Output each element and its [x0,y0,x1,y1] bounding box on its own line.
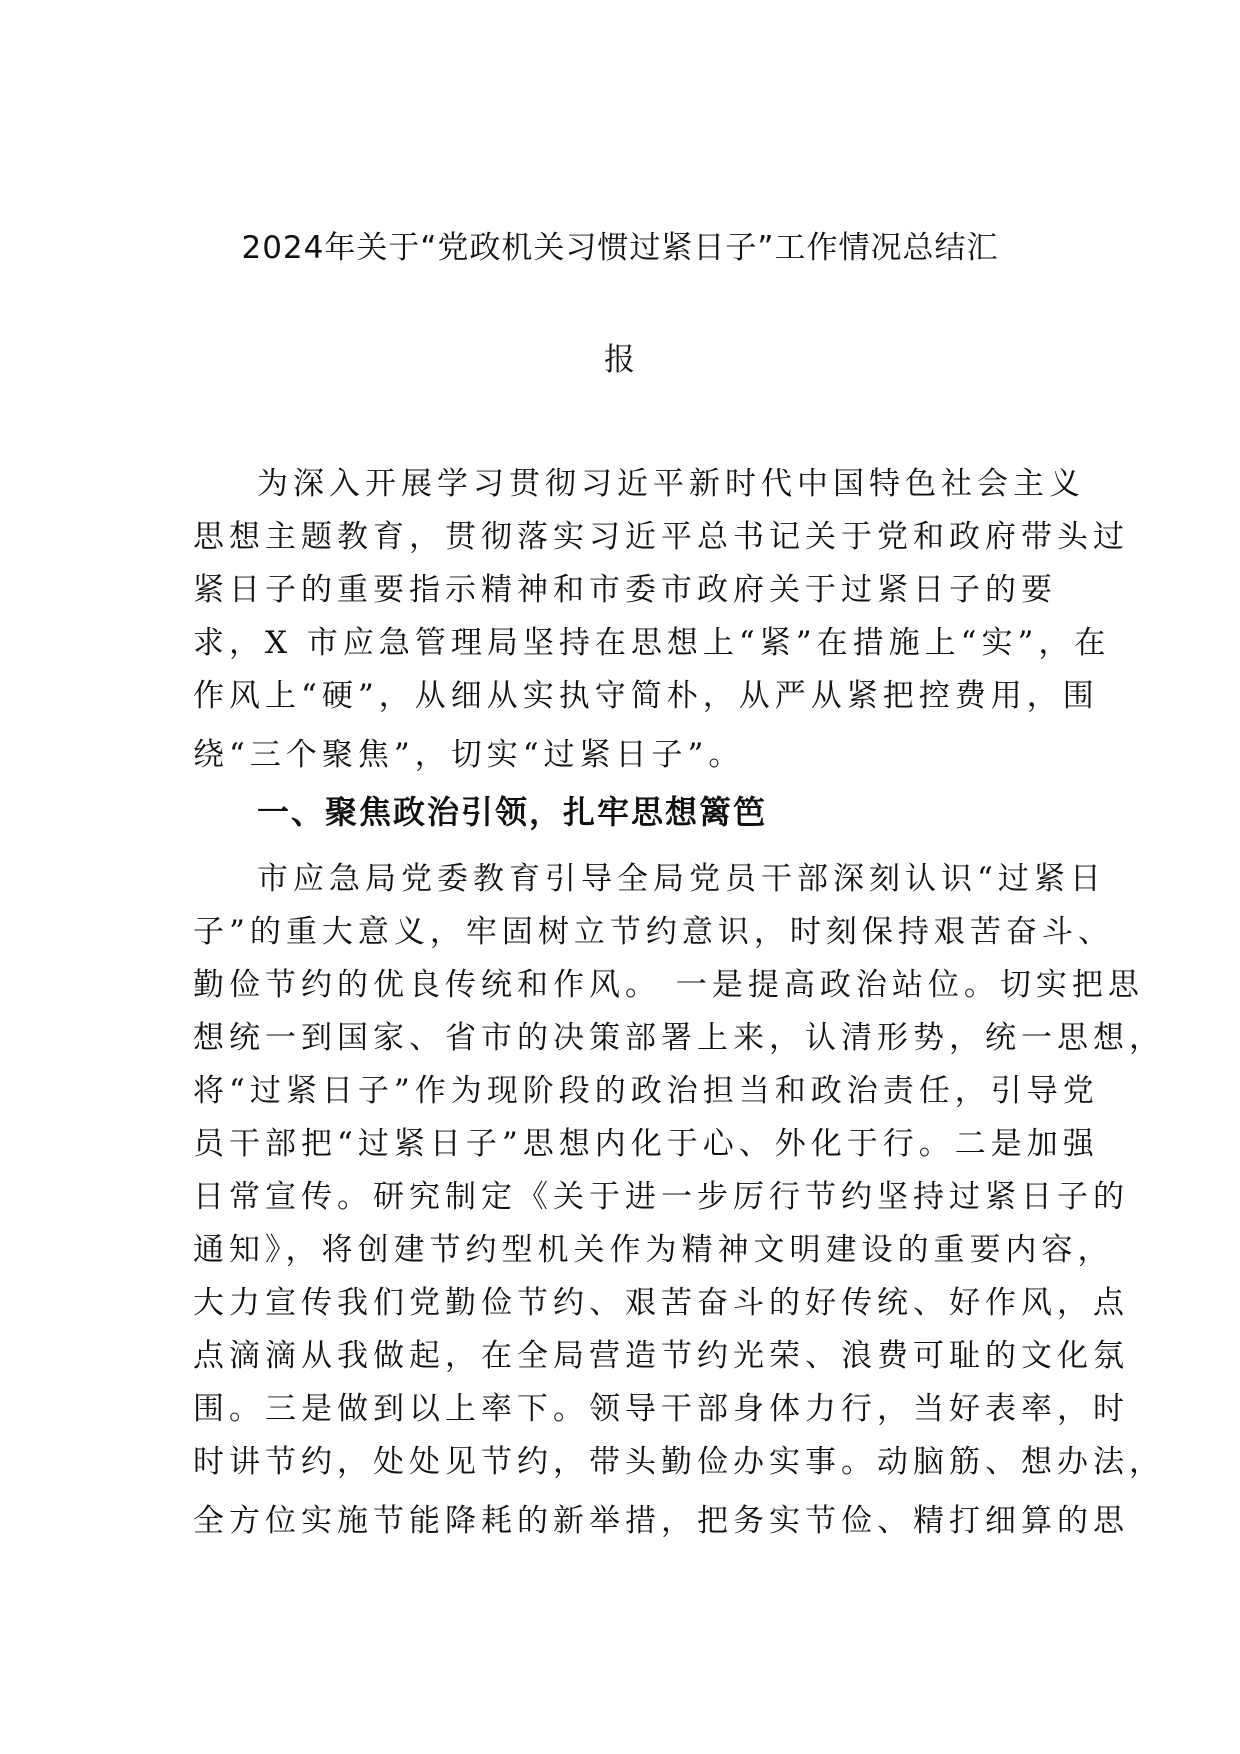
paragraph-line: 勤俭节约的优良传统和作风。 一是提高政治站位。切实把思 [193,967,1144,1003]
paragraph-line: 作风上“硬”，从细从实执守简朴，从严从紧把控费用，围 [193,678,1099,714]
paragraph-line: 日常宣传。研究制定《关于进一步厉行节约坚持过紧日子的 [193,1179,1129,1215]
paragraph-line: 子”的重大意义，牢固树立节约意识，时刻保持艰苦奋斗、 [193,914,1114,950]
paragraph-line: 想统一到国家、省市的决策部署上来，认清形势，统一思想， [193,1020,1165,1056]
paragraph-line: 员干部把“过紧日子”思想内化于心、外化于行。二是加强 [193,1126,1099,1162]
section-heading-1: 一、聚焦政治引领，扎牢思想篱笆 [257,793,768,831]
paragraph-line: 通知》，将创建节约型机关作为精神文明建设的重要内容， [193,1232,1114,1268]
paragraph-line: 将“过紧日子”作为现阶段的政治担当和政治责任，引导党 [193,1073,1099,1109]
document-title-line-1: 2024年关于“党政机关习惯过紧日子”工作情况总结汇 [241,230,999,266]
paragraph-line: 时讲节约，处处见节约，带头勤俭办实事。动脑筋、想办法， [193,1444,1165,1480]
paragraph-line: 市应急局党委教育引导全局党员干部深刻认识“过紧日 [257,861,1106,897]
paragraph-line: 围。三是做到以上率下。领导干部身体力行，当好表率，时 [193,1391,1129,1427]
paragraph-line: 全方位实施节能降耗的新举措，把务实节俭、精打细算的思 [193,1503,1129,1539]
paragraph-line: 大力宣传我们党勤俭节约、艰苦奋斗的好传统、好作风，点 [193,1285,1129,1321]
paragraph-line: 为深入开展学习贯彻习近平新时代中国特色社会主义 [257,466,1085,502]
paragraph-line: 求，X 市应急管理局坚持在思想上“紧”在措施上“实”，在 [193,625,1111,661]
paragraph-line: 绕“三个聚焦”，切实“过紧日子”。 [193,737,745,773]
paragraph-line: 思想主题教育，贯彻落实习近平总书记关于党和政府带头过 [193,519,1129,555]
paragraph-line: 紧日子的重要指示精神和市委市政府关于过紧日子的要 [193,572,1057,608]
paragraph-line: 点滴滴从我做起，在全局营造节约光荣、浪费可耻的文化氛 [193,1338,1129,1374]
document-title-line-2: 报 [604,342,636,378]
